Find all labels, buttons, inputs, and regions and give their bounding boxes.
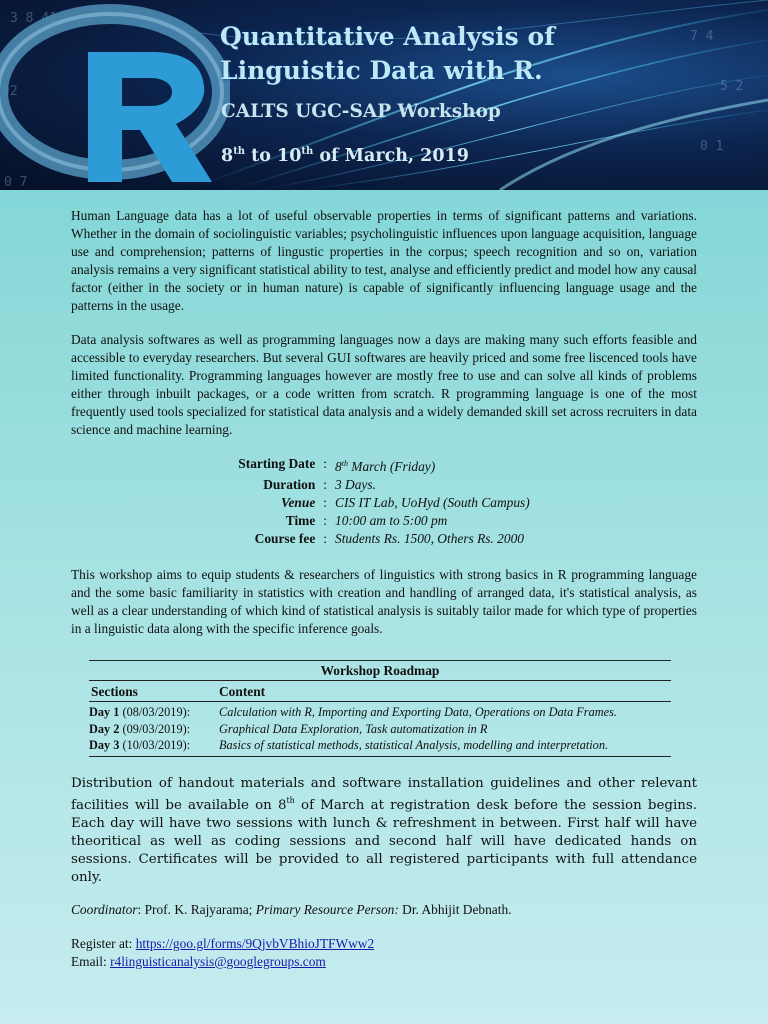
table-row: Day 1 (08/03/2019): Calculation with R, Importing and Exporting Data, Operations on Data Frames. — [89, 705, 617, 720]
coordinator-line: Coordinator: Prof. K. Rajyarama; Primary Resource Person: Dr. Abhijit Debnath. — [71, 901, 512, 917]
roadmap-col-content: Content — [219, 684, 266, 700]
register-label: Register at: — [71, 935, 136, 951]
svg-text:0 1: 0 1 — [700, 139, 724, 154]
roadmap-title: Workshop Roadmap — [89, 660, 671, 681]
svg-text:92: 92 — [2, 84, 18, 99]
email-label: Email: — [71, 953, 111, 969]
banner-subtitle: CALTS UGC-SAP Workshop — [221, 101, 501, 122]
title-line-1: Quantitative Analysis of — [220, 22, 555, 51]
email-link[interactable]: r4linguisticanalysis@googlegroups.com — [110, 953, 326, 969]
intro-paragraph-1: Human Language data has a lot of useful observable properties in terms of significant patterns and variations. Whether in the domain of sociolinguistic variables; psycholinguistic influences upon language acquisition, language use and comprehension; patterns of lingustic properties in the corpus; speech recognition and so on, variation analysis remains a very significant statistical ability to test, analyse and efficiently predict and model how any causal factor (either in the society or in human nature) is capable of significantly influencing language usage and the patterns in the usage. — [71, 208, 697, 313]
workshop-details — [238, 455, 529, 548]
roadmap-body — [89, 702, 671, 757]
detail-time: Time : 10:00 am to 5:00 pm — [285, 512, 448, 528]
detail-venue: Venue : CIS IT Lab, UoHyd (South Campus) — [281, 494, 530, 510]
detail-course-fee: Course fee : Students Rs. 1500, Others Rs. 2000 — [254, 530, 524, 546]
workshop-roadmap-table — [89, 660, 671, 757]
banner-date: 8th to 10th of March, 2019 — [221, 146, 469, 166]
registration-link[interactable]: https://goo.gl/forms/9QjvbVBhioJTFWww2 — [135, 935, 375, 951]
registration-info — [71, 935, 697, 971]
r-language-logo-icon — [0, 0, 230, 190]
detail-duration: Duration : 3 Days. — [263, 476, 376, 492]
table-row: Day 2 (09/03/2019): Graphical Data Exploration, Task automatization in R — [89, 721, 488, 736]
intro-paragraph-2: Data analysis softwares as well as programming languages now a days are making many such efforts feasible and accessible to everyday researchers. But several GUI softwares are heavily priced and some free liscenced tools have limited functionality. Programming languages however are mostly free to use and can solve all kinds of problems either through inbuilt packages, or a code written from scratch. R programming language is one of the most frequently used tools specialized for statistical data analysis and a widely demanded skill set across recruiters in data science and machine learning. — [71, 332, 697, 437]
detail-starting-date: Starting Date : 8th March (Friday) — [238, 455, 436, 474]
svg-text:0 7: 0 7 — [4, 175, 28, 190]
banner-title — [220, 20, 555, 88]
main-content — [71, 207, 697, 971]
table-row: Day 3 (10/03/2019): Basics of statistical methods, statistical Analysis, modelling and interpretation. — [89, 738, 609, 753]
distribution-paragraph: Distribution of handout materials and software installation guidelines and other relevant facilities will be available on 8th of March at registration desk before the session begins. Each day will have two sessions with lunch & refreshment in between. First half will have theoritical as well as coding sessions and second half will have dedicated hands on sessions. Certificates will be provided to all registered participants with full attendance only. — [71, 775, 697, 886]
title-line-2: Linguistic Data with R. — [220, 56, 543, 85]
roadmap-col-sections: Sections — [91, 684, 138, 700]
aims-paragraph: This workshop aims to equip students & researchers of linguistics with strong basics in R programming language and the some basic familiarity in statistics with creation and handling of arranged data, it's statistical analysis, as well as a clear understanding of which kind of statistical analysis is suitably tailor made for which type of properties in a linguistic data along with the specific inference goals. — [71, 567, 697, 637]
svg-text:3 8 41: 3 8 41 — [10, 11, 57, 26]
svg-text:5 2: 5 2 — [720, 79, 744, 94]
header-banner — [0, 0, 768, 190]
svg-text:7 4: 7 4 — [690, 29, 714, 44]
roadmap-header-row — [89, 681, 671, 702]
